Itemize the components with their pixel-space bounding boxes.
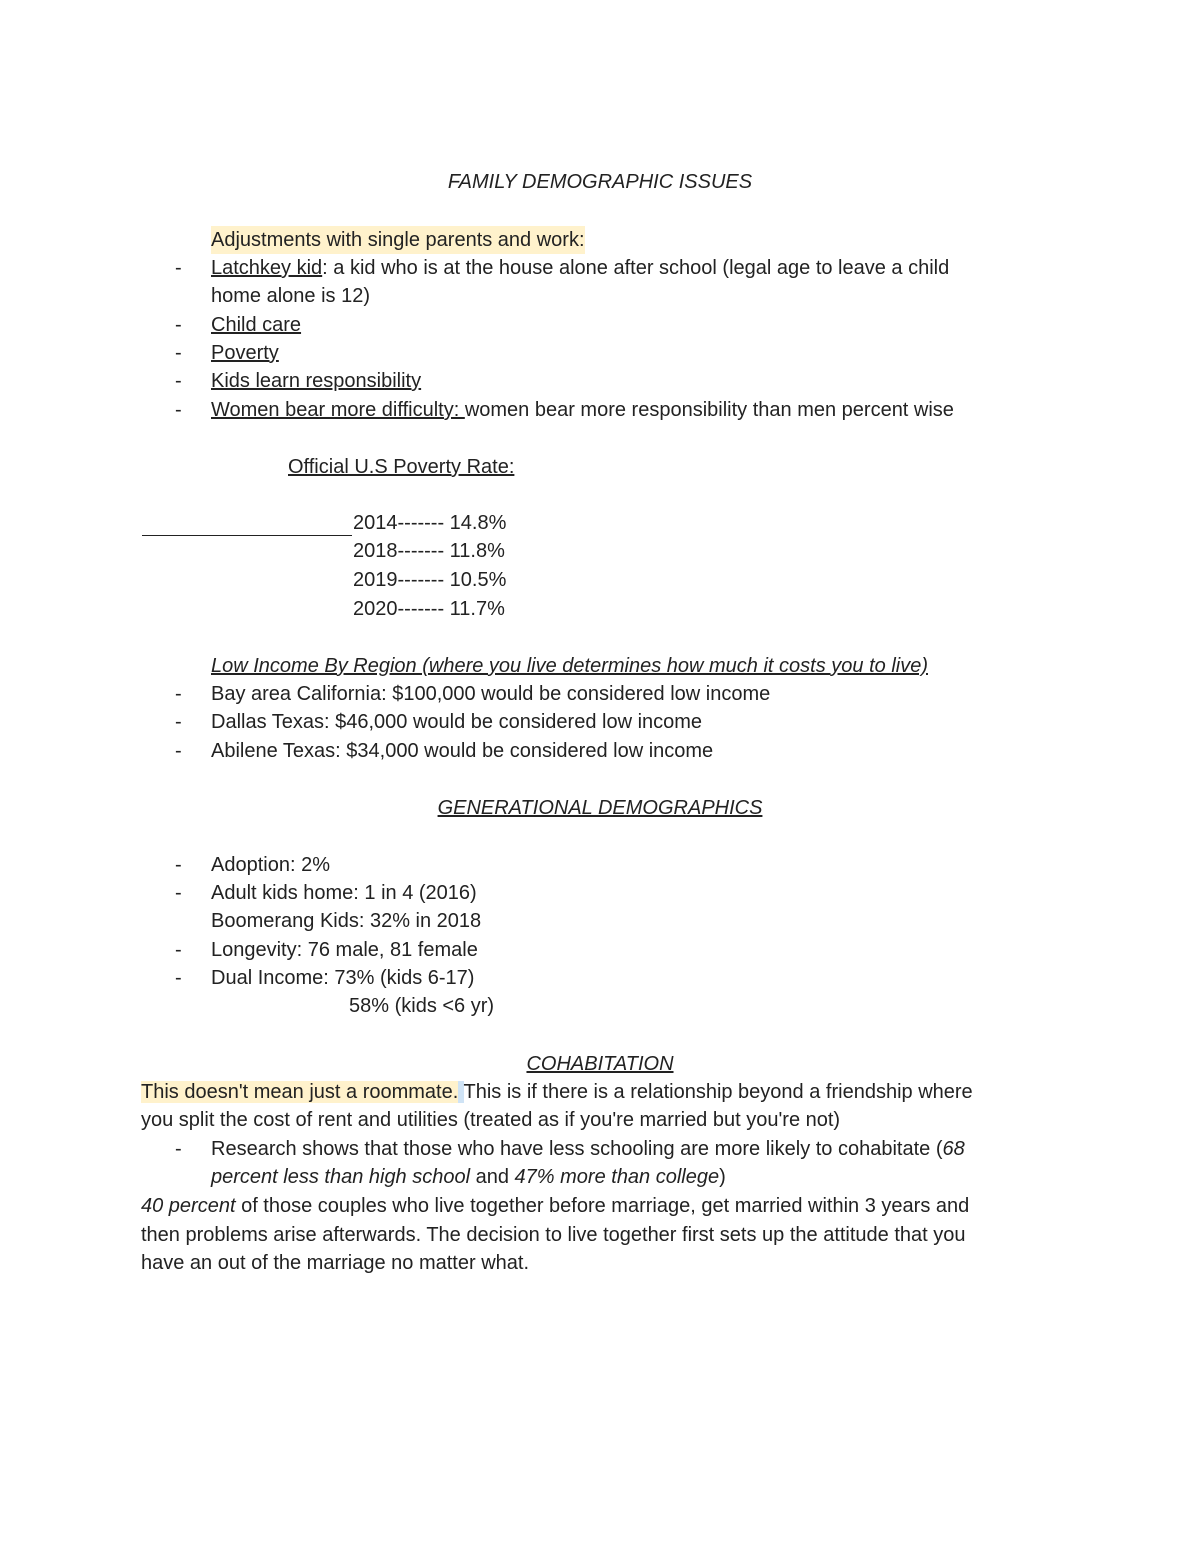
boomerang-text: Boomerang Kids: 32% in 2018 [211,910,482,932]
single-parents-heading: Adjustments with single parents and work: [211,226,585,254]
generational-heading: GENERATIONAL DEMOGRAPHICS [437,797,763,819]
bullet-dash: - [175,683,182,705]
highlighted-text: This doesn't mean just a roommate. [141,1081,459,1103]
term-poverty: Poverty [211,342,279,364]
women-definition: women bear more responsibility than men percent wise [464,399,954,421]
bullet-dash: - [175,939,182,961]
underline-rule [142,535,352,536]
latchkey-definition: : a kid who is at the house alone after school (legal age to leave a child [322,257,950,279]
low-income-heading: Low Income By Region (where you live determines how much it costs you to live) [211,655,928,677]
latchkey-definition-cont: home alone is 12) [211,285,370,307]
bullet-dash: - [175,740,182,762]
bullet-dash: - [175,342,182,364]
poverty-rate-heading: Official U.S Poverty Rate: [288,456,515,478]
bullet-dash: - [175,882,182,904]
bullet-dash: - [175,370,182,392]
document-title: FAMILY DEMOGRAPHIC ISSUES [447,171,753,193]
bullet-dash: - [175,314,182,336]
term-child-care: Child care [211,314,302,336]
term-women: Women bear more difficulty: [211,399,465,421]
bullet-dash: - [175,1138,182,1160]
bullet-dash: - [175,399,182,421]
bullet-dash: - [175,854,182,876]
bullet-dash: - [175,967,182,989]
term-latchkey: Latchkey kid [211,257,323,279]
dual-income-cont: 58% (kids <6 yr) [349,995,495,1017]
bullet-dash: - [175,711,182,733]
term-responsibility: Kids learn responsibility [211,370,422,392]
cohabitation-heading: COHABITATION [526,1053,674,1075]
bullet-dash: - [175,257,182,279]
document-page: FAMILY DEMOGRAPHIC ISSUES Adjustments with single parents and work: - Latchkey kid: a kid who is at the house alone after school (legal age to leave a child home alone is 12) - Child care - Poverty - Kids learn responsibility - Women bear more difficulty: women bear more responsibility than men percent wise Official U.S Poverty Rate: 2014------- 14.8% 2018------- 11.8% 2019------- 10.5% 2020------- 11.7% Low Income By Region (where you live determines how much it costs you to live) - Bay area California: $100,000 would be considered low income - Dallas Texas: $46,000 would be considered low income - Abilene Texas: $34,000 would be considered low income GENERATIONAL DEMOGRAPHICS - Adoption: 2% - Adult kids home: 1 in 4 (2016) Boomerang Kids: 32% in 2018 - Longevity: 76 male, 81 female - Dual Income: 73% (kids 6-17) 58% (kids <6 yr) COHABITATION This doesn't mean just a roommate. This is if there is a relationship beyond a friendship where you split the cost of rent and utilities (treated as if you're married but you're not) - Research shows that those who have less schooling are more likely to cohabitate (68 percent less than high school and 47% more than college) 40 percent of those couples who live together before marriage, get married within 3 years and then problems arise afterwards. The decision to live together first sets up the attitude that you have an out of the marriage no matter what. [0,0,1200,1553]
